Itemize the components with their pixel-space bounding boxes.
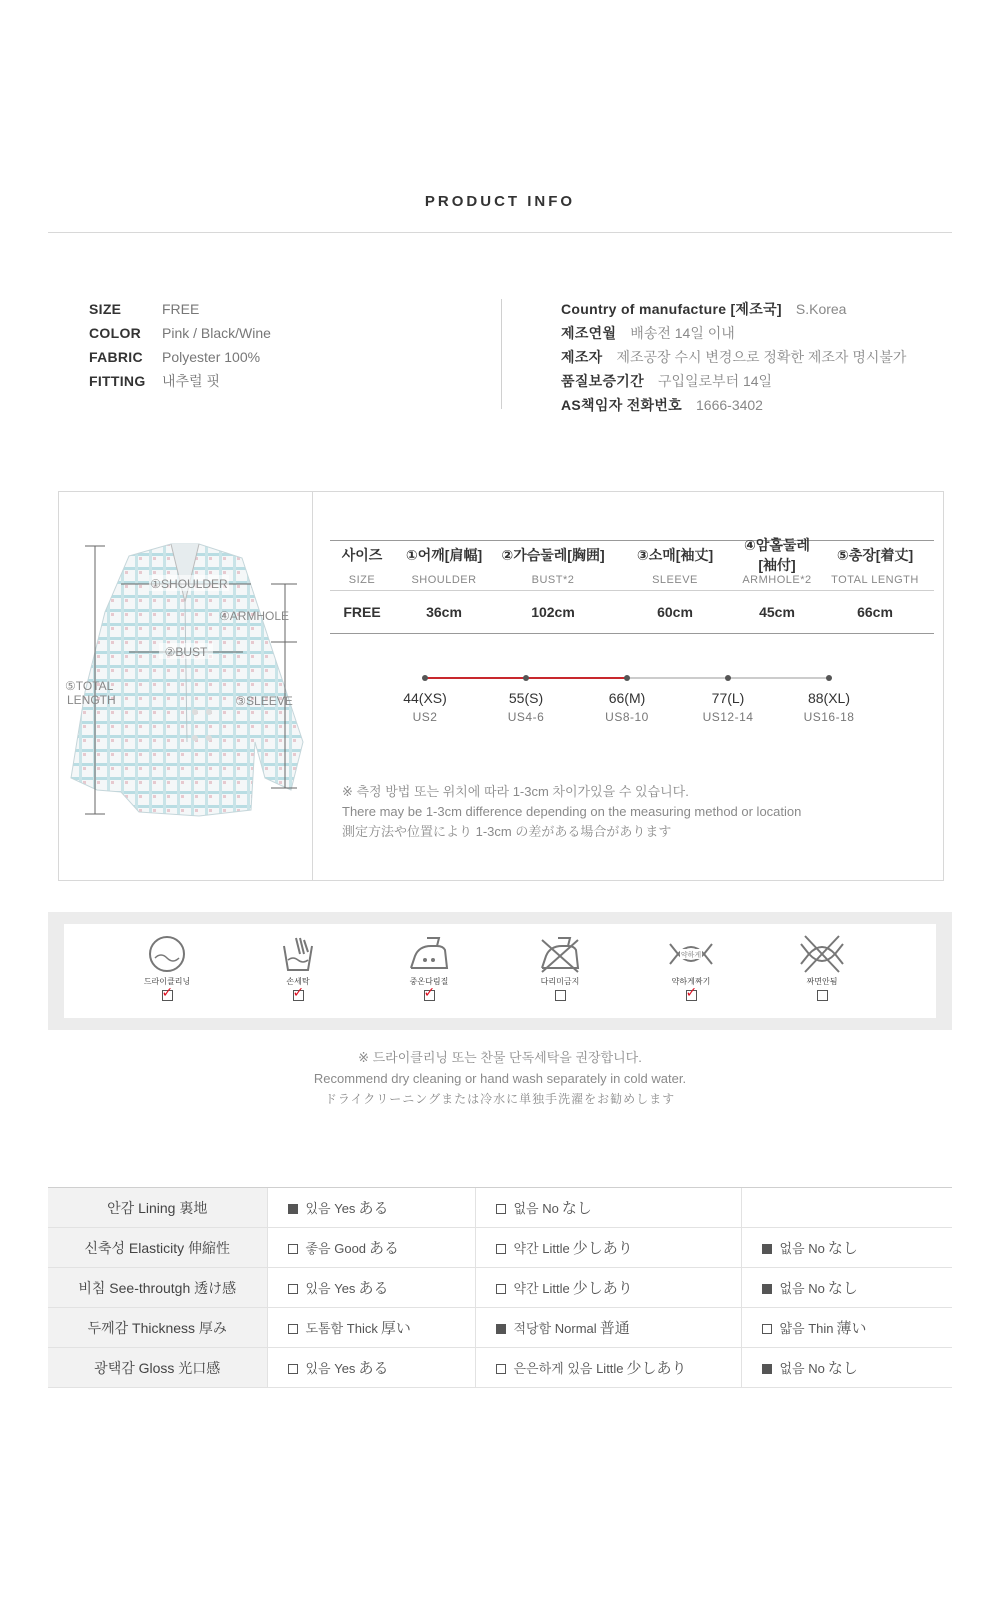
attr-label: 광택감 Gloss 光口感 xyxy=(48,1348,267,1388)
measurement-note xyxy=(342,782,801,842)
value-cell: 45cm xyxy=(759,604,795,620)
option-text: 도톰함 Thick xyxy=(305,1321,378,1336)
attr-option xyxy=(267,1308,475,1348)
fabric-attributes-table xyxy=(48,1187,952,1388)
option-text: 있음 Yes xyxy=(305,1281,356,1296)
care-note-line: Recommend dry cleaning or hand wash separately in cold water. xyxy=(313,1071,687,1086)
info-row xyxy=(561,297,906,321)
info-key: SIZE xyxy=(89,301,122,317)
option-text: 약간 Little xyxy=(513,1281,570,1296)
option-ja: 少しあり xyxy=(572,1240,633,1257)
option-text: 없음 No xyxy=(779,1241,825,1256)
header-cell: ⑤총장[着丈] xyxy=(836,547,914,563)
info-right xyxy=(561,297,906,417)
care-label: 드라이클리닝 xyxy=(143,977,191,986)
care-item xyxy=(393,934,465,1001)
info-key: Country of manufacture [제조국] xyxy=(561,301,782,317)
checkbox-empty xyxy=(288,1284,298,1294)
info-divider xyxy=(501,299,502,409)
info-value: 구입일로부터 14일 xyxy=(657,373,773,389)
shoulder-label: ①SHOULDER xyxy=(150,577,228,591)
size-scale-dot xyxy=(422,675,428,681)
attr-label: 비침 See-throutgh 透け感 xyxy=(48,1268,267,1308)
jacket-image xyxy=(59,492,313,880)
table-row xyxy=(330,591,934,633)
option-ja: なし xyxy=(827,1360,858,1377)
attr-option xyxy=(741,1348,952,1388)
care-checkbox xyxy=(423,984,436,1001)
size-scale-dot xyxy=(624,675,630,681)
info-value: 배송전 14일 이내 xyxy=(630,325,735,341)
title-divider xyxy=(48,232,952,233)
attr-option xyxy=(475,1228,741,1268)
check-mark: ✓ xyxy=(685,984,698,1000)
checkbox-empty xyxy=(288,1364,298,1374)
care-panel-inner xyxy=(64,924,936,1018)
info-value: Polyester 100% xyxy=(162,349,261,365)
option-text: 있음 Yes xyxy=(305,1361,356,1376)
info-row xyxy=(89,369,271,393)
value-cell: 36cm xyxy=(426,604,462,620)
size-scale-label: 55(S) xyxy=(508,690,544,706)
option-ja: ある xyxy=(358,1360,389,1377)
header-cell: 사이즈 xyxy=(341,547,383,563)
info-key: AS책임자 전화번호 xyxy=(561,397,683,413)
attr-option xyxy=(741,1268,952,1308)
care-checkbox xyxy=(161,984,174,1001)
option-ja: ある xyxy=(358,1280,389,1297)
info-value: FREE xyxy=(162,301,200,317)
attr-option xyxy=(267,1188,475,1228)
header-cell: ④암홀둘레[袖付] xyxy=(744,537,810,573)
header-cell: ③소매[袖丈] xyxy=(636,547,714,563)
info-row xyxy=(561,345,906,369)
info-row xyxy=(89,345,271,369)
note-line: 測定方法や位置により 1-3cm の差がある場合があります xyxy=(342,824,672,839)
sleeve-label: ③SLEEVE xyxy=(235,694,293,708)
table-row xyxy=(48,1348,952,1388)
size-scale-us: US2 xyxy=(412,710,438,724)
info-left xyxy=(89,297,271,393)
attr-label: 신축성 Elasticity 伸縮性 xyxy=(48,1228,267,1268)
header-cell: ②가슴둘레[胸囲] xyxy=(501,547,605,563)
checkbox-filled xyxy=(496,1324,506,1334)
attr-option xyxy=(475,1268,741,1308)
care-checkbox xyxy=(685,984,698,1001)
table-rule xyxy=(330,633,934,634)
table-header-en xyxy=(330,569,934,591)
no-wring-icon xyxy=(795,934,849,974)
size-scale-label: 88(XL) xyxy=(807,690,851,706)
info-value: 내추럴 핏 xyxy=(162,373,220,389)
no-iron-icon xyxy=(538,934,582,974)
info-row xyxy=(561,393,906,417)
header-cell: SLEEVE xyxy=(652,573,698,586)
option-ja: なし xyxy=(561,1200,592,1217)
option-text: 있음 Yes xyxy=(305,1201,356,1216)
attr-option xyxy=(741,1308,952,1348)
note-line: There may be 1-3cm difference depending on the measuring method or location xyxy=(342,804,802,819)
header-cell: SHOULDER xyxy=(411,573,477,586)
header-cell: ①어깨[肩幅] xyxy=(405,547,483,563)
size-scale-dot xyxy=(725,675,731,681)
checkbox-empty xyxy=(496,1244,506,1254)
care-label: 중온다림질 xyxy=(409,977,449,986)
care-note-line: ※ 드라이클리닝 또는 찬물 단독세탁을 권장합니다. xyxy=(358,1050,642,1065)
care-checkbox xyxy=(292,984,305,1001)
checkbox-empty xyxy=(496,1284,506,1294)
attr-label: 두께감 Thickness 厚み xyxy=(48,1308,267,1348)
option-ja: 普通 xyxy=(599,1320,630,1337)
care-item xyxy=(524,934,596,1001)
total-label: ⑤TOTAL xyxy=(65,679,114,693)
option-ja: なし xyxy=(827,1280,858,1297)
option-text: 좋음 Good xyxy=(305,1241,367,1256)
info-key: 제조자 xyxy=(561,349,603,365)
value-cell: 66cm xyxy=(857,604,893,620)
option-text: 없음 No xyxy=(779,1361,825,1376)
value-cell: FREE xyxy=(343,604,381,620)
note-line: ※ 측정 방법 또는 위치에 따라 1-3cm 차이가있을 수 있습니다. xyxy=(342,784,689,799)
checkbox-empty xyxy=(288,1324,298,1334)
checkbox-empty xyxy=(762,1324,772,1334)
checkbox-filled xyxy=(288,1204,298,1214)
info-value: 1666-3402 xyxy=(696,397,763,413)
checkbox-filled xyxy=(762,1364,772,1374)
option-text: 없음 No xyxy=(779,1281,825,1296)
size-guide-box xyxy=(58,491,944,881)
checkbox-empty xyxy=(288,1244,298,1254)
attr-option xyxy=(475,1308,741,1348)
attr-option xyxy=(475,1188,741,1228)
option-text: 없음 No xyxy=(513,1201,559,1216)
care-item xyxy=(786,934,858,1001)
option-ja: 少しあり xyxy=(572,1280,633,1297)
size-scale-us: US8-10 xyxy=(605,710,649,724)
value-cell: 60cm xyxy=(657,604,693,620)
checkbox-empty xyxy=(496,1204,506,1214)
size-scale-label: 44(XS) xyxy=(403,690,447,706)
size-table xyxy=(330,537,934,634)
option-text: 은은하게 있음 Little xyxy=(513,1361,624,1376)
info-value: Pink / Black/Wine xyxy=(162,325,271,341)
size-scale-us: US16-18 xyxy=(803,710,855,724)
header-cell: SIZE xyxy=(348,573,376,586)
info-key: 품질보증기간 xyxy=(561,373,644,389)
checkbox-empty xyxy=(496,1364,506,1374)
attr-option-empty xyxy=(741,1188,952,1228)
table-row xyxy=(48,1188,952,1228)
checkbox-filled xyxy=(762,1284,772,1294)
care-item xyxy=(262,934,334,1001)
option-ja: ある xyxy=(358,1200,389,1217)
option-ja: 薄い xyxy=(836,1320,867,1337)
info-key: FITTING xyxy=(89,373,146,389)
checkbox-filled xyxy=(762,1244,772,1254)
table-header-ko xyxy=(330,537,934,573)
info-key: 제조연월 xyxy=(561,325,617,341)
size-scale-dot xyxy=(826,675,832,681)
check-mark: ✓ xyxy=(423,984,436,1000)
care-label: 손세탁 xyxy=(286,977,310,986)
svg-text:약하게: 약하게 xyxy=(680,951,702,959)
wring-gently-icon xyxy=(664,934,718,974)
size-scale-us: US4-6 xyxy=(507,710,545,724)
header-cell: BUST*2 xyxy=(531,573,575,586)
info-row xyxy=(561,369,906,393)
care-label: 다리미금지 xyxy=(540,977,580,986)
attr-option xyxy=(741,1228,952,1268)
info-row xyxy=(89,297,271,321)
attr-option xyxy=(267,1348,475,1388)
option-text: 얇음 Thin xyxy=(779,1321,834,1336)
care-item xyxy=(131,934,203,1001)
info-key: FABRIC xyxy=(89,349,143,365)
header-cell: ARMHOLE*2 xyxy=(742,573,812,586)
garment-diagram xyxy=(59,492,313,880)
care-note-line: ドライクリーニングまたは冷水に単独手洗濯をお勧めします xyxy=(324,1092,676,1106)
option-text: 약간 Little xyxy=(513,1241,570,1256)
care-panel xyxy=(48,912,952,1030)
care-checkbox xyxy=(555,990,566,1001)
size-scale-dot xyxy=(523,675,529,681)
care-notes xyxy=(48,1047,952,1110)
attr-option xyxy=(267,1268,475,1308)
care-label: 약하게짜기 xyxy=(671,977,711,986)
care-item xyxy=(655,934,727,1001)
dry-clean-icon xyxy=(147,934,187,974)
option-ja: 厚い xyxy=(380,1320,411,1337)
bust-label: ②BUST xyxy=(164,645,208,659)
option-ja: なし xyxy=(827,1240,858,1257)
header-cell: TOTAL LENGTH xyxy=(831,573,919,586)
attr-option xyxy=(475,1348,741,1388)
page-title: PRODUCT INFO xyxy=(424,193,576,210)
info-row xyxy=(561,321,906,345)
info-key: COLOR xyxy=(89,325,142,341)
option-ja: 少しあり xyxy=(626,1360,687,1377)
hand-wash-icon xyxy=(278,934,318,974)
attr-label: 안감 Lining 裏地 xyxy=(48,1188,267,1228)
value-cell: 102cm xyxy=(531,604,575,620)
care-label: 짜면안됨 xyxy=(806,977,838,986)
info-value: 제조공장 수시 변경으로 정확한 제조자 명시불가 xyxy=(616,349,907,365)
size-scale-label: 77(L) xyxy=(711,690,745,706)
size-scale-us: US12-14 xyxy=(702,710,754,724)
care-checkbox xyxy=(817,990,828,1001)
info-value: S.Korea xyxy=(795,301,847,317)
table-row xyxy=(48,1228,952,1268)
armhole-label: ④ARMHOLE xyxy=(218,609,290,623)
size-scale-label: 66(M) xyxy=(608,690,646,706)
check-mark: ✓ xyxy=(161,984,174,1000)
attr-option xyxy=(267,1228,475,1268)
option-text: 적당함 Normal xyxy=(513,1321,597,1336)
table-row xyxy=(48,1268,952,1308)
check-mark: ✓ xyxy=(292,984,305,1000)
table-row xyxy=(48,1308,952,1348)
length-label: LENGTH xyxy=(67,693,116,707)
info-row xyxy=(89,321,271,345)
option-ja: ある xyxy=(369,1240,400,1257)
iron-medium-icon xyxy=(407,934,451,974)
